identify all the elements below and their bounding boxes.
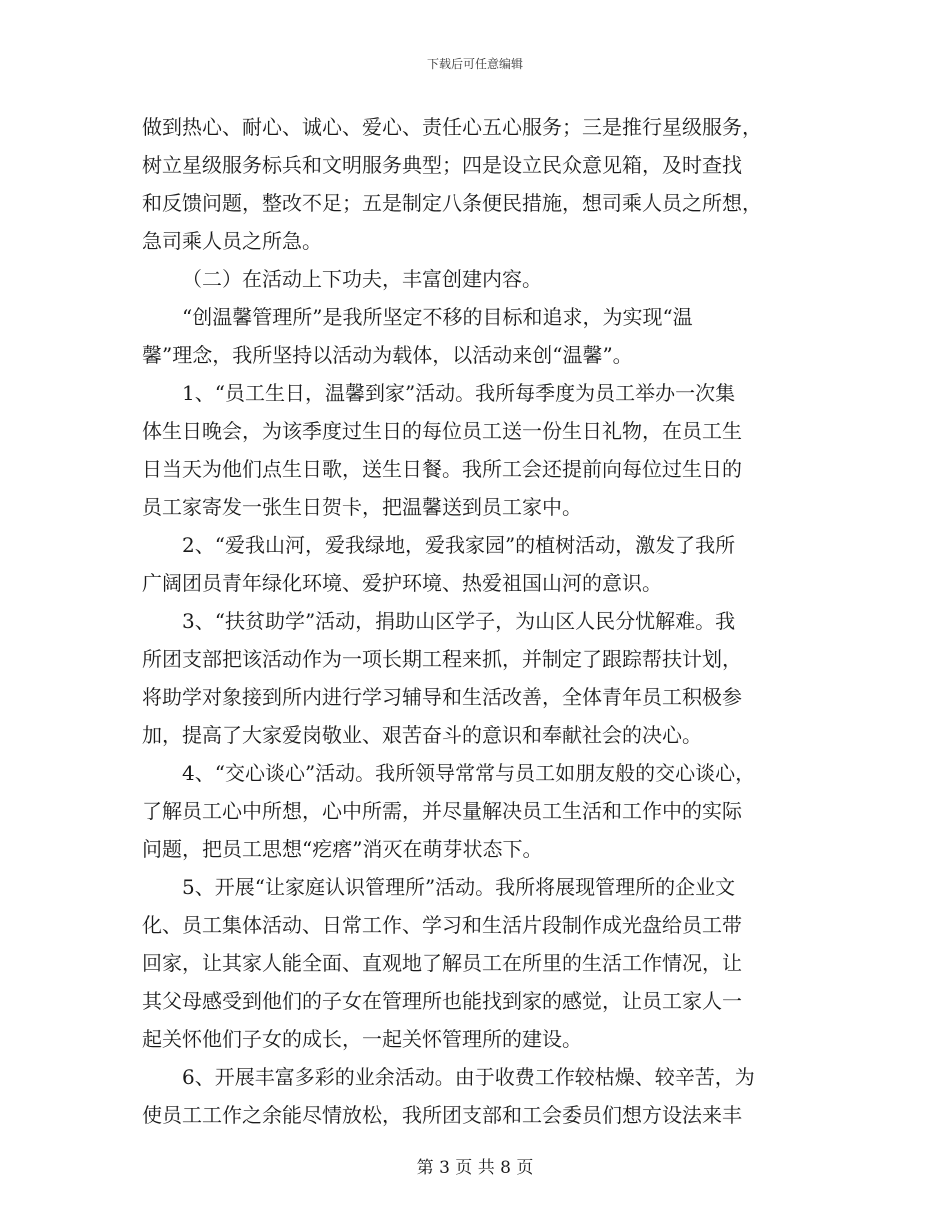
text-line: 4、“交心谈心”活动。我所领导常常与员工如朋友般的交心谈心， — [182, 761, 756, 785]
text-line: 其父母感受到他们的子女在管理所也能找到家的感觉，让员工家人一 — [142, 989, 742, 1013]
text-line: 将助学对象接到所内进行学习辅导和生活改善，全体青年员工积极参 — [142, 685, 742, 709]
text-line: 日当天为他们点生日歌，送生日餐。我所工会还提前向每位过生日的 — [142, 457, 742, 481]
text-line: 6、开展丰富多彩的业余活动。由于收费工作较枯燥、较辛苦，为 — [182, 1065, 755, 1089]
section-heading: （二）在活动上下功夫，丰富创建内容。 — [182, 267, 542, 291]
text-line: 树立星级服务标兵和文明服务典型；四是设立民众意见箱，及时查找 — [142, 153, 742, 177]
text-line: 回家，让其家人能全面、直观地了解员工在所里的生活工作情况，让 — [142, 951, 742, 975]
text-line: 问题，把员工思想“疙瘩”消灭在萌芽状态下。 — [142, 837, 543, 861]
text-line: 3、“扶贫助学”活动，捐助山区学子，为山区人民分忧解难。我 — [182, 609, 736, 633]
document-body — [142, 108, 812, 1134]
text-line: 2、“爱我山河，爱我绿地，爱我家园”的植树活动，激发了我所 — [182, 533, 736, 557]
page-header: 下载后可任意编辑 — [426, 57, 523, 71]
text-line: 加，提高了大家爱岗敬业、艰苦奋斗的意识和奉献社会的决心。 — [142, 723, 702, 747]
text-line: 馨”理念，我所坚持以活动为载体，以活动来创“温馨”。 — [142, 343, 633, 367]
text-line: “创温馨管理所”是我所坚定不移的目标和追求，为实现“温 — [182, 305, 693, 329]
text-line: 急司乘人员之所急。 — [142, 229, 322, 253]
text-line: 化、员工集体活动、日常工作、学习和生活片段制作成光盘给员工带 — [142, 913, 742, 937]
text-line: 了解员工心中所想，心中所需，并尽量解决员工生活和工作中的实际 — [142, 799, 742, 823]
text-line: 使员工工作之余能尽情放松，我所团支部和工会委员们想方设法来丰 — [142, 1103, 742, 1127]
text-line: 广阔团员青年绿化环境、爱护环境、热爱祖国山河的意识。 — [142, 571, 662, 595]
text-line: 5、开展“让家庭认识管理所”活动。我所将展现管理所的企业文 — [182, 875, 736, 899]
text-line: 员工家寄发一张生日贺卡，把温馨送到员工家中。 — [142, 495, 582, 519]
text-line: 做到热心、耐心、诚心、爱心、责任心五心服务；三是推行星级服务， — [142, 115, 762, 139]
text-line: 和反馈问题，整改不足；五是制定八条便民措施，想司乘人员之所想， — [142, 191, 762, 215]
text-line: 1、“员工生日，温馨到家”活动。我所每季度为员工举办一次集 — [182, 381, 736, 405]
text-line: 体生日晚会，为该季度过生日的每位员工送一份生日礼物，在员工生 — [142, 419, 742, 443]
page-footer: 第 3 页 共 8 页 — [416, 1158, 534, 1178]
text-line: 起关怀他们子女的成长，一起关怀管理所的建设。 — [142, 1027, 582, 1051]
text-line: 所团支部把该活动作为一项长期工程来抓，并制定了跟踪帮扶计划， — [142, 647, 742, 671]
